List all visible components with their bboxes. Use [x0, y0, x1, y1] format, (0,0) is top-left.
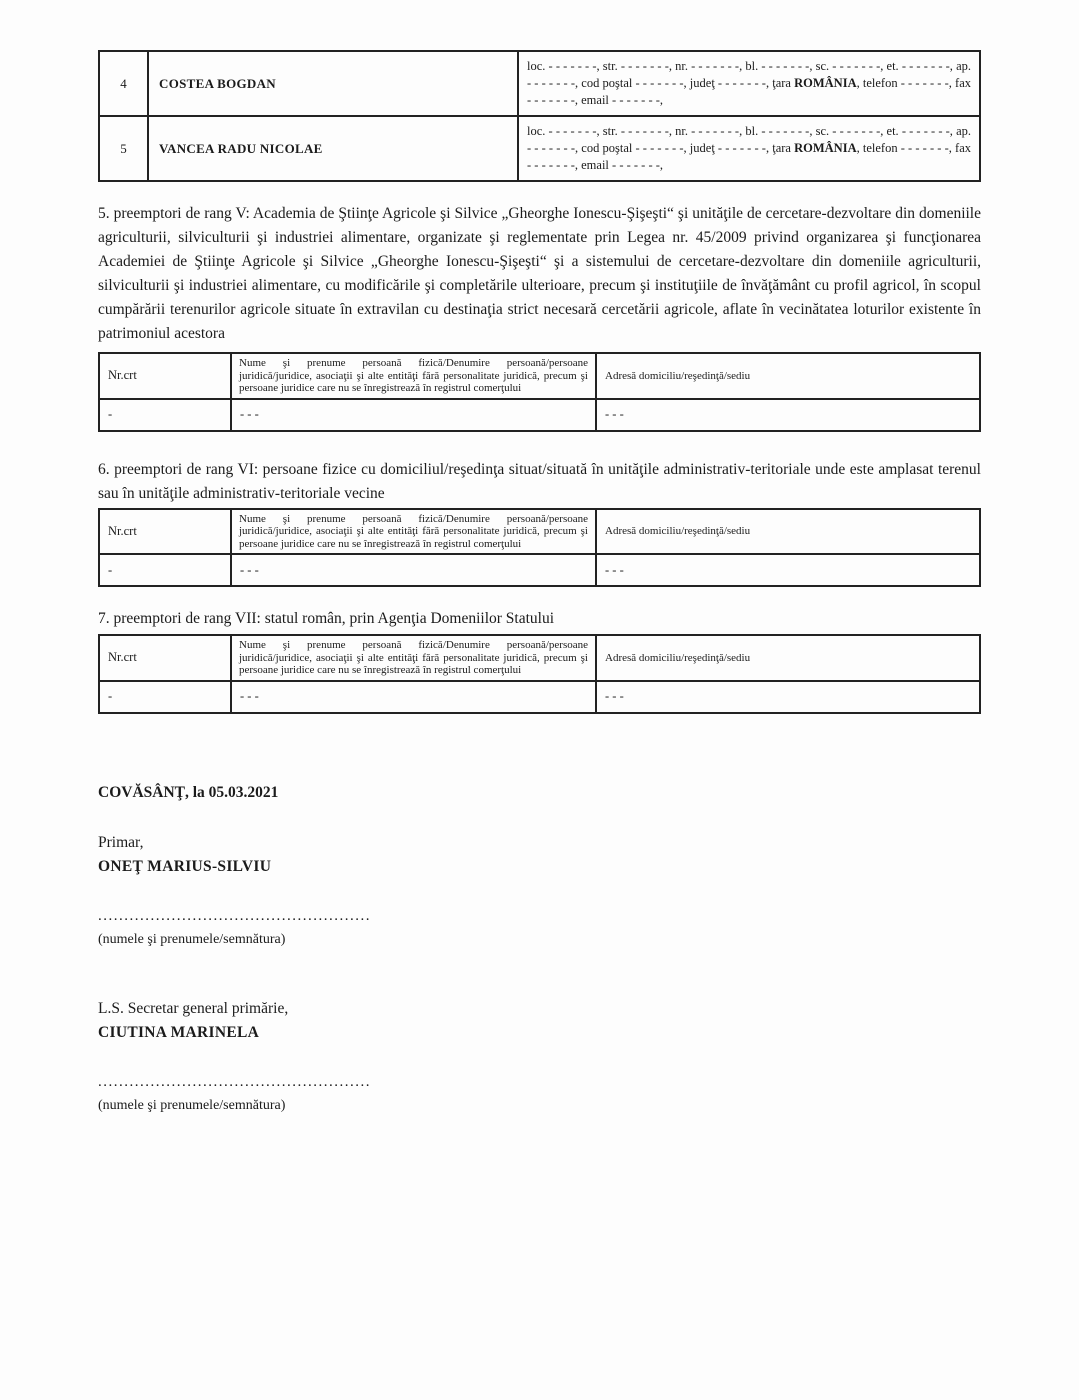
- empty-address-cell: - - -: [596, 554, 980, 586]
- empty-address-cell: - - -: [596, 681, 980, 713]
- table-header-row: [99, 353, 980, 399]
- place-date: COVĂSÂNŢ, la 05.03.2021: [98, 783, 279, 801]
- header-name-cell: Nume şi prenume persoană fizică/Denumire persoană/persoane juridică/juridice, asociaţii şi alte entităţi fără personalitate juridică, precum şi persoane juridice care nu se înregistrează în registrul comerţului: [231, 509, 596, 555]
- mayor-name: ONEŢ MARIUS-SILVIU: [98, 857, 272, 875]
- signature-caption: (numele şi prenumele/semnătura): [98, 931, 286, 947]
- paragraph-rank-vii: 7. preemptori de rang VII: statul român, prin Agenţia Domeniilor Statului: [98, 610, 555, 627]
- empty-address-cell: - - -: [596, 399, 980, 431]
- empty-nr-cell: -: [99, 681, 231, 713]
- header-nr-cell: Nr.crt: [99, 353, 231, 399]
- address-placeholder-text: loc. - - - - - - -, str. - - - - - - -, nr. - - - - - - -, bl. - - - - - - -, sc. - - - - - - -, et. - - - - - - -, ap. - - - - - - -, cod poştal - - - - - - -, judeţ - - - - - - -, ţara: [527, 59, 971, 90]
- header-nr-cell: Nr.crt: [99, 509, 231, 555]
- table-header-row: [99, 635, 980, 681]
- empty-nr-cell: -: [99, 554, 231, 586]
- header-name-cell: Nume şi prenume persoană fizică/Denumire persoană/persoane juridică/juridice, asociaţii şi alte entităţi fără personalitate juridică, precum şi persoane juridice care nu se înregistrează în registrul comerţului: [231, 635, 596, 681]
- mayor-title: Primar,: [98, 833, 144, 851]
- address-cell: [518, 51, 980, 116]
- country-name: ROMÂNIA: [794, 76, 857, 90]
- secretary-title: L.S. Secretar general primărie,: [98, 999, 289, 1017]
- country-name: ROMÂNIA: [794, 141, 857, 155]
- preemptor-name-cell: COSTEA BOGDAN: [148, 51, 518, 116]
- header-nr-cell: Nr.crt: [99, 635, 231, 681]
- secretary-name: CIUTINA MARINELA: [98, 1023, 260, 1041]
- address-placeholder-text: loc. - - - - - - -, str. - - - - - - -, nr. - - - - - - -, bl. - - - - - - -, sc. - - - - - - -, et. - - - - - - -, ap. - - - - - - -, cod poştal - - - - - - -, judeţ - - - - - - -, ţara: [527, 124, 971, 155]
- header-name-cell: Nume şi prenume persoană fizică/Denumire persoană/persoane juridică/juridice, asociaţii şi alte entităţi fără personalitate juridică, precum şi persoane juridice care nu se înregistrează în registrul comerţului: [231, 353, 596, 399]
- paragraph-rank-vi: 6. preemptori de rang VI: persoane fizice cu domiciliul/reşedinţa situat/situată în unităţile administrativ-teritoriale unde este amplasat terenul sau în unităţile administrativ-teritoriale vecine: [98, 460, 981, 502]
- address-cell: [518, 116, 980, 181]
- registered-preemptors-table: [98, 50, 981, 182]
- empty-name-cell: - - -: [231, 681, 596, 713]
- header-address-cell: Adresă domiciliu/reşedinţă/sediu: [596, 635, 980, 681]
- rank-v-table: [98, 352, 981, 432]
- rank-vi-table: [98, 508, 981, 588]
- table-row: [99, 681, 980, 713]
- table-row: [99, 116, 980, 181]
- signature-caption: (numele şi prenumele/semnătura): [98, 1097, 286, 1113]
- header-address-cell: Adresă domiciliu/reşedinţă/sediu: [596, 353, 980, 399]
- closing-block: [98, 781, 981, 1118]
- row-number-cell: 4: [99, 51, 148, 116]
- paragraph-rank-v: 5. preemptori de rang V: Academia de Ştiinţe Agricole şi Silvice „Gheorghe Ionescu-Şişeşti“ şi unităţile de cercetare-dezvoltare din domeniile agriculturii, silviculturii şi industriei alimentare, organizate şi reglementate prin Legea nr. 45/2009 privind organizarea şi funcţionarea Academiei de Ştiinţe Agricole şi Silvice „Gheorghe Ionescu-Şişeşti“ şi a sistemului de cercetare-dezvoltare din domeniile agriculturii, silviculturii şi industriei alimentare, cu modificările şi completările ulterioare, precum şi instituţiile de învăţământ cu profil agricol, în scopul cumpărării terenurilor agricole situate în extravilan cu destinaţia strict necesară cercetării agricole, aflate în vecinătatea loturilor existente în patrimoniul acestora: [98, 205, 981, 342]
- table-header-row: [99, 509, 980, 555]
- address-placeholder-text: , telefon - - - - - - -, fax - - - - - - -, email - - - - - - -,: [527, 76, 971, 107]
- empty-nr-cell: -: [99, 399, 231, 431]
- table-row: [99, 399, 980, 431]
- empty-name-cell: - - -: [231, 399, 596, 431]
- table-row: [99, 554, 980, 586]
- signature-line: ....................................................: [98, 1073, 371, 1090]
- header-address-cell: Adresă domiciliu/reşedinţă/sediu: [596, 509, 980, 555]
- preemptor-name-cell: VANCEA RADU NICOLAE: [148, 116, 518, 181]
- address-placeholder-text: , telefon - - - - - - -, fax - - - - - - -, email - - - - - - -,: [527, 141, 971, 172]
- table-row: [99, 51, 980, 116]
- row-number-cell: 5: [99, 116, 148, 181]
- empty-name-cell: - - -: [231, 554, 596, 586]
- signature-line: ....................................................: [98, 907, 371, 924]
- rank-vii-table: [98, 634, 981, 714]
